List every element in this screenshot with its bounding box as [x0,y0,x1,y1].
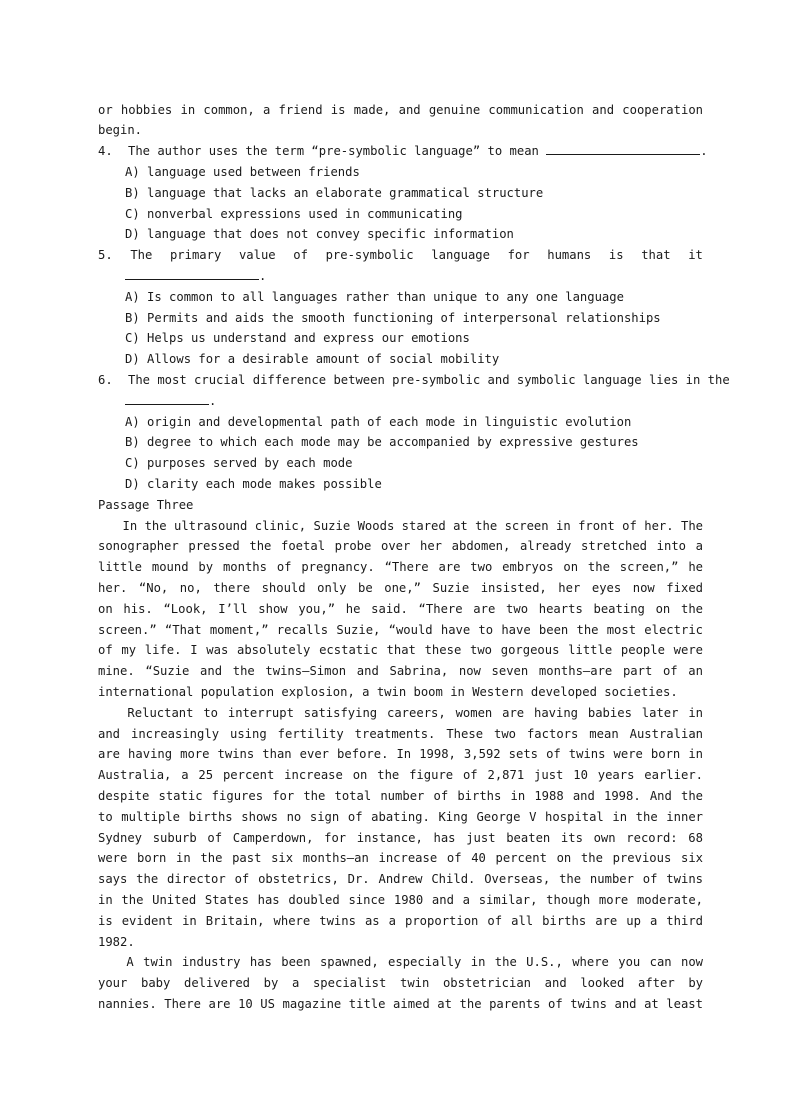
passage-line: and increasingly using fertility treatments. These two factors mean Australian [98,727,703,741]
passage-line: 1982. [98,935,135,949]
stem-end: . [259,269,267,283]
stem-end: . [700,144,708,158]
paragraph-line: or hobbies in common, a friend is made, and genuine communication and cooperation [98,103,703,117]
passage-line: Sydney suburb of Camperdown, for instance, has just beaten its own record: 68 [98,831,703,845]
passage-line: nannies. There are 10 US magazine title aimed at the parents of twins and at least [98,997,703,1011]
passage-line: international population explosion, a twin boom in Western developed societies. [98,685,678,699]
option-c: C) nonverbal expressions used in communicating [125,207,463,221]
paragraph-line: begin. [98,123,143,137]
passage-line: In the ultrasound clinic, Suzie Woods stared at the screen in front of her. The [98,519,703,533]
passage-line: are having more twins than ever before. In 1998, 3,592 sets of twins were born in [98,747,703,761]
question-6-blank-line [125,391,703,411]
stem-word: value [238,248,276,262]
passage-line: is evident in Britain, where twins as a proportion of all births are up a third [98,914,703,928]
option-d: D) language that does not convey specific information [125,227,514,241]
option-a: A) origin and developmental path of each mode in linguistic evolution [125,415,632,429]
question-5 [98,245,703,265]
stem-word: of [293,248,308,262]
stem-word: that [641,248,671,262]
question-5-blank-line [125,266,703,286]
question-4 [98,141,708,161]
option-c: C) Helps us understand and express our emotions [125,331,470,345]
passage-line: says the director of obstetrics, Dr. Andrew Child. Overseas, the number of twins [98,872,703,886]
passage-line: little mound by months of pregnancy. “There are two embryos on the screen,” he [98,560,703,574]
stem-word: is [608,248,624,262]
passage-heading: Passage Three [98,498,194,512]
passage-line: screen.” “That moment,” recalls Suzie, “would have to have been the most electric [98,623,703,637]
question-stem: The most crucial difference between pre-symbolic and symbolic language lies in the [128,373,730,387]
stem-word: The [130,248,153,262]
passage-line: despite static figures for the total number of births in 1988 and 1998. And the [98,789,703,803]
passage-line: your baby delivered by a specialist twin obstetrician and looked after by [98,976,703,990]
passage-line: in the United States has doubled since 1980 and a similar, though more moderate, [98,893,703,907]
option-d: D) clarity each mode makes possible [125,477,382,491]
passage-line: were born in the past six months—an increase of 40 percent on the previous six [98,851,703,865]
passage-line: of my life. I was absolutely ecstatic that these two gorgeous little people were [98,643,703,657]
option-a: A) Is common to all languages rather than unique to any one language [125,290,624,304]
passage-line: Reluctant to interrupt satisfying careers, women are having babies later in [127,706,703,720]
question-6 [98,370,730,390]
answer-blank [546,142,700,155]
answer-blank [125,267,259,280]
passage-line: her. “No, no, there should only be one,” Suzie insisted, her eyes now fixed [98,581,703,595]
question-number: 5. [98,248,113,262]
question-number: 4. [98,144,113,158]
stem-end: . [209,394,217,408]
passage-line: sonographer pressed the foetal probe over her abdomen, already stretched into a [98,539,703,553]
stem-word: primary [169,248,222,262]
question-number: 6. [98,373,113,387]
passage-line: mine. “Suzie and the twins—Simon and Sabrina, now seven months—are part of an [98,664,703,678]
stem-word: humans [547,248,592,262]
option-c: C) purposes served by each mode [125,456,353,470]
option-a: A) language used between friends [125,165,360,179]
passage-line: to multiple births shows no sign of abating. King George V hospital in the inner [98,810,703,824]
option-b: B) Permits and aids the smooth functioning of interpersonal relationships [125,311,661,325]
stem-word: for [507,248,530,262]
question-stem: The author uses the term “pre-symbolic language” to mean [128,144,539,158]
passage-line: A twin industry has been spawned, especially in the U.S., where you can now [126,955,703,969]
answer-blank [125,392,209,405]
stem-word: pre-symbolic [325,248,414,262]
stem-word: language [431,248,490,262]
stem-word: it [688,248,703,262]
option-b: B) degree to which each mode may be accompanied by expressive gestures [125,435,639,449]
passage-line: on his. “Look, I’ll show you,” he said. “There are two hearts beating on the [98,602,703,616]
option-b: B) language that lacks an elaborate grammatical structure [125,186,544,200]
passage-line: Australia, a 25 percent increase on the figure of 2,871 just 10 years earlier. [98,768,703,782]
option-d: D) Allows for a desirable amount of social mobility [125,352,500,366]
